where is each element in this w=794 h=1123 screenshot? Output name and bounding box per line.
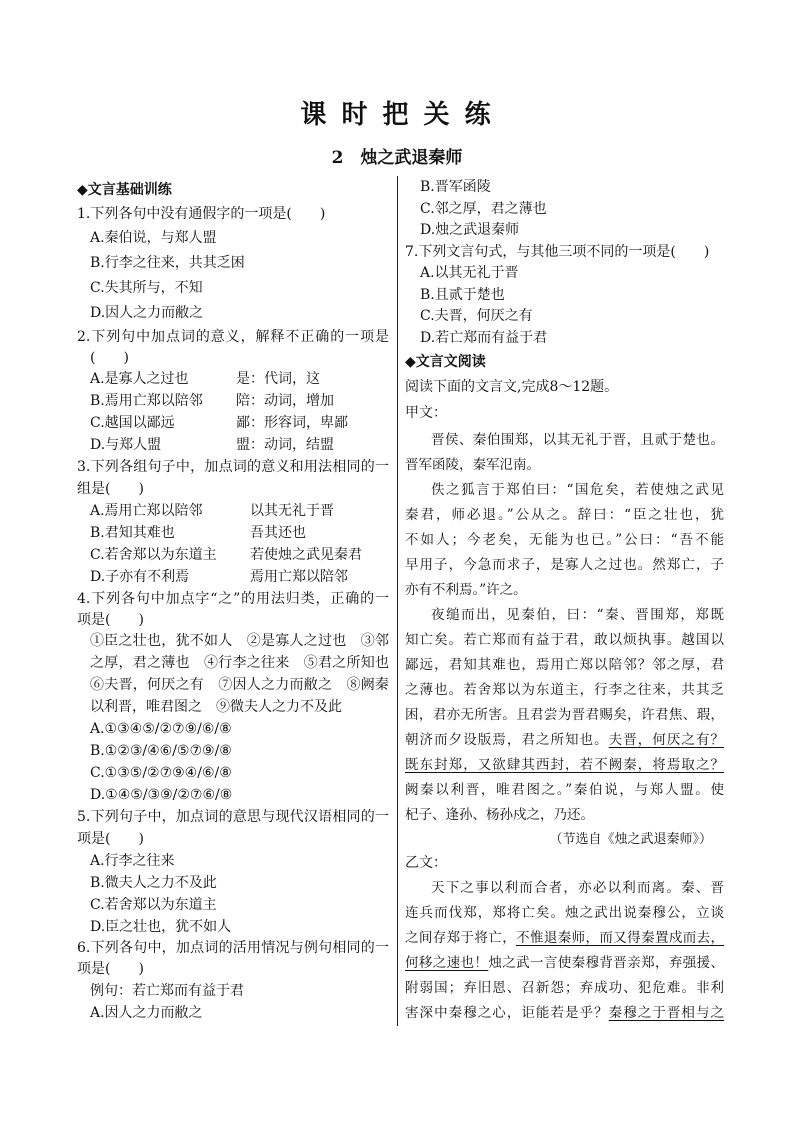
lesson-title: 2 烛之武退秦师 xyxy=(331,148,463,168)
passage-text: 害深中秦穆之心，讵能若是乎？ xyxy=(405,1004,609,1021)
q3-option-first: C.若舍郑以为东道主 xyxy=(90,547,217,563)
passage-a-line: 夜缒而出，见秦伯，曰：“秦、晋围郑，郑既 xyxy=(431,606,724,623)
passage-a-line: 晋军函陵，秦军氾南。 xyxy=(405,456,540,473)
q3-option-c xyxy=(77,544,389,566)
q2-option-sentence: A.是寡人之过也 xyxy=(90,371,189,387)
passage-b-line: 天下之事以利而合者，亦必以利而离。秦、晋 xyxy=(431,879,724,896)
passage-b-line xyxy=(405,1001,724,1026)
q3-option-d xyxy=(77,566,389,588)
q4-sentences-line-2: 之厚，君之薄也 ④行李之往来 ⑤君之所知也 xyxy=(90,655,389,671)
q4-sentences-line-1: ①臣之壮也，犹不如人 ②是寡人之过也 ③邻 xyxy=(90,633,389,649)
q2-stem-line-1: 2.下列句中加点词的意义，解释不正确的一项是 xyxy=(77,329,389,345)
q2-option-gloss: 盟：动词，结盟 xyxy=(236,437,334,453)
q7-option-b: B.且贰于楚也 xyxy=(420,286,505,303)
q3-option-second: 吾其还也 xyxy=(250,525,306,541)
q3-option-first: D.子亦有不利焉 xyxy=(90,569,190,585)
q4-option-b: B.①②③/④⑥/⑤⑦⑨/⑧ xyxy=(90,743,232,759)
q3-option-b xyxy=(77,522,389,544)
q6-stem-line-1: 6.下列各句中，加点词的活用情况与例句相同的一 xyxy=(77,940,389,956)
q6-option-d: D.烛之武退秦师 xyxy=(420,222,520,238)
passage-a-label: 甲文： xyxy=(405,405,447,421)
passage-a-line: 鄙远，君知其难也，焉用亡郑以陪邻？邻之厚，君 xyxy=(405,656,724,673)
q3-option-second: 若使烛之武见秦君 xyxy=(250,547,362,563)
passage-a-line: 秦君，师必退。”公从之。辞曰：“臣之壮也，犹 xyxy=(405,506,724,523)
underlined-sentence: 既东封郑，又欲肆其西封，若不阙秦，将焉取之？ xyxy=(405,756,724,773)
q1-option-d: D.因人之力而敝之 xyxy=(90,305,204,321)
q2-option-sentence: D.与郑人盟 xyxy=(90,437,162,453)
q5-option-b: B.微夫人之力不及此 xyxy=(90,875,217,891)
q2-option-a xyxy=(77,368,389,390)
q2-option-sentence: C.越国以鄙远 xyxy=(90,415,175,431)
q5-option-d: D.臣之壮也，犹不如人 xyxy=(90,919,232,935)
q4-stem-line-1: 4.下列各句中加点字“之”的用法归类，正确的一 xyxy=(77,591,389,607)
q7-stem: 7.下列文言句式，与其他三项不同的一项是( ) xyxy=(405,243,710,260)
q2-option-gloss: 鄙：形容词，卑鄙 xyxy=(236,415,348,431)
passage-a-line: 佚之狐言于郑伯曰：“国危矣，若使烛之武见 xyxy=(431,481,724,498)
q7-option-c: C.夫晋，何厌之有 xyxy=(420,308,533,324)
passage-a xyxy=(405,428,724,828)
passage-b-line: 附弱国；弃旧恩、召新怨；弃成功、犯危难。非利 xyxy=(405,979,724,996)
q7-option-d: D.若亡郑而有益于君 xyxy=(420,329,548,346)
q3-stem-line-2: 组是( ) xyxy=(77,481,144,497)
page-title: 课 时 把 关 练 xyxy=(300,100,494,130)
q1-stem: 1.下列各句中没有通假字的一项是( ) xyxy=(77,206,326,222)
underlined-sentence: 秦穆之于晋相与之 xyxy=(608,1004,724,1021)
passage-a-line: 困，君亦无所害。且君尝为晋君赐矣，许君焦、瑕， xyxy=(405,706,724,723)
q1-option-b: B.行李之往来，共其乏困 xyxy=(90,255,245,271)
q7-option-a: A.以其无礼于晋 xyxy=(420,265,519,281)
underlined-sentence: 夫晋，何厌之有？ xyxy=(608,731,724,748)
section-heading-basic: ◆文言基础训练 xyxy=(77,182,172,198)
q4-option-d: D.①④⑤/③⑨/②⑦⑥/⑧ xyxy=(90,787,233,803)
passage-a-line: 知亡矣。若亡郑而有益于君，敢以烦执事。越国以 xyxy=(405,631,724,648)
passage-a-source: （节选自《烛之武退秦师》） xyxy=(549,831,712,847)
q1-option-a: A.秦伯说，与郑人盟 xyxy=(90,230,217,246)
q6-example: 例句：若亡郑而有益于君 xyxy=(90,983,244,999)
q3-option-first: A.焉用亡郑以陪邻 xyxy=(90,503,203,519)
q6-stem-line-2: 项是( ) xyxy=(77,961,144,977)
q2-option-c xyxy=(77,412,389,434)
column-divider xyxy=(397,176,398,1026)
section-heading-reading: ◆文言文阅读 xyxy=(405,354,486,370)
q2-stem-line-2: ( ) xyxy=(90,350,129,366)
q3-option-second: 以其无礼于晋 xyxy=(250,503,334,519)
passage-a-line xyxy=(405,753,724,778)
q2-option-b xyxy=(77,390,389,412)
passage-a-line: 杞子、逢孙、杨孙戍之，乃还。 xyxy=(405,806,594,823)
q4-option-c: C.①③⑤/②⑦⑨④/⑥/⑧ xyxy=(90,765,232,781)
passage-text: 烛之武一言使秦穆背晋亲郑，弃强援、 xyxy=(488,954,724,971)
q5-option-a: A.行李之往来 xyxy=(90,853,175,869)
passage-a-line: 晋侯、秦伯围郑，以其无礼于晋，且贰于楚也。 xyxy=(431,431,724,448)
q6-option-a: A.因人之力而敝之 xyxy=(90,1005,203,1021)
reading-instruction: 阅读下面的文言文,完成8～12题。 xyxy=(405,379,619,395)
q5-option-c: C.若舍郑以为东道主 xyxy=(90,897,217,913)
q3-option-a xyxy=(77,500,389,522)
passage-b-line xyxy=(405,951,724,976)
passage-a-line: 早用子，今急而求子，是寡人之过也。然郑亡，子 xyxy=(405,556,724,573)
q4-stem-line-2: 项是( ) xyxy=(77,612,144,628)
passage-a-line: 不如人；今老矣，无能为也已。”公曰：“吾不能 xyxy=(405,531,724,548)
underlined-sentence: 何移之速也！ xyxy=(405,954,489,971)
q4-option-a: A.①③④⑤/②⑦⑨/⑥/⑧ xyxy=(90,721,232,737)
passage-a-line xyxy=(405,728,724,753)
right-column xyxy=(405,177,724,1026)
q2-option-gloss: 陪：动词，增加 xyxy=(236,393,334,409)
passage-a-line: 阙秦以利晋，唯君图之。”秦伯说，与郑人盟。使 xyxy=(405,781,724,798)
q2-option-gloss: 是：代词，这 xyxy=(236,371,320,387)
passage-a-line: 亦有不利焉。”许之。 xyxy=(405,581,527,598)
q4-sentences-line-4: 以利晋，唯君图之 ⑨微夫人之力不及此 xyxy=(90,699,342,715)
passage-a-line: 之薄也。若舍郑以为东道主，行李之往来，共其乏 xyxy=(405,681,724,698)
left-column xyxy=(77,178,389,1024)
passage-b-label: 乙文： xyxy=(405,854,447,871)
q6-option-b: B.晋军函陵 xyxy=(420,179,491,195)
passage-b-line: 连兵而伐郑，郑将亡矣。烛之武出说秦穆公，立谈 xyxy=(405,904,724,921)
q6-option-c: C.邻之厚，君之薄也 xyxy=(420,200,547,217)
q1-option-c: C.失其所与，不知 xyxy=(90,280,203,296)
q3-stem-line-1: 3.下列各组句子中，加点词的意义和用法相同的一 xyxy=(77,459,389,475)
q2-option-sentence: B.焉用亡郑以陪邻 xyxy=(90,393,203,409)
passage-text: 之间存郑于将亡， xyxy=(405,929,517,946)
q3-option-second: 焉用亡郑以陪邻 xyxy=(250,569,348,585)
passage-b xyxy=(405,876,724,1026)
q5-stem-line-1: 5.下列句子中，加点词的意思与现代汉语相同的一 xyxy=(77,809,389,825)
q5-stem-line-2: 项是( ) xyxy=(77,831,144,847)
passage-text: 朝济而夕设版焉，君之所知也。 xyxy=(405,731,609,748)
passage-b-line xyxy=(405,926,724,951)
q2-option-d xyxy=(77,434,389,456)
q4-sentences-line-3: ⑥夫晋，何厌之有 ⑦因人之力而敝之 ⑧阙秦 xyxy=(90,677,389,693)
q3-option-first: B.君知其难也 xyxy=(90,525,175,541)
underlined-sentence: 不惟退秦师，而又得秦置戍而去， xyxy=(516,929,724,946)
